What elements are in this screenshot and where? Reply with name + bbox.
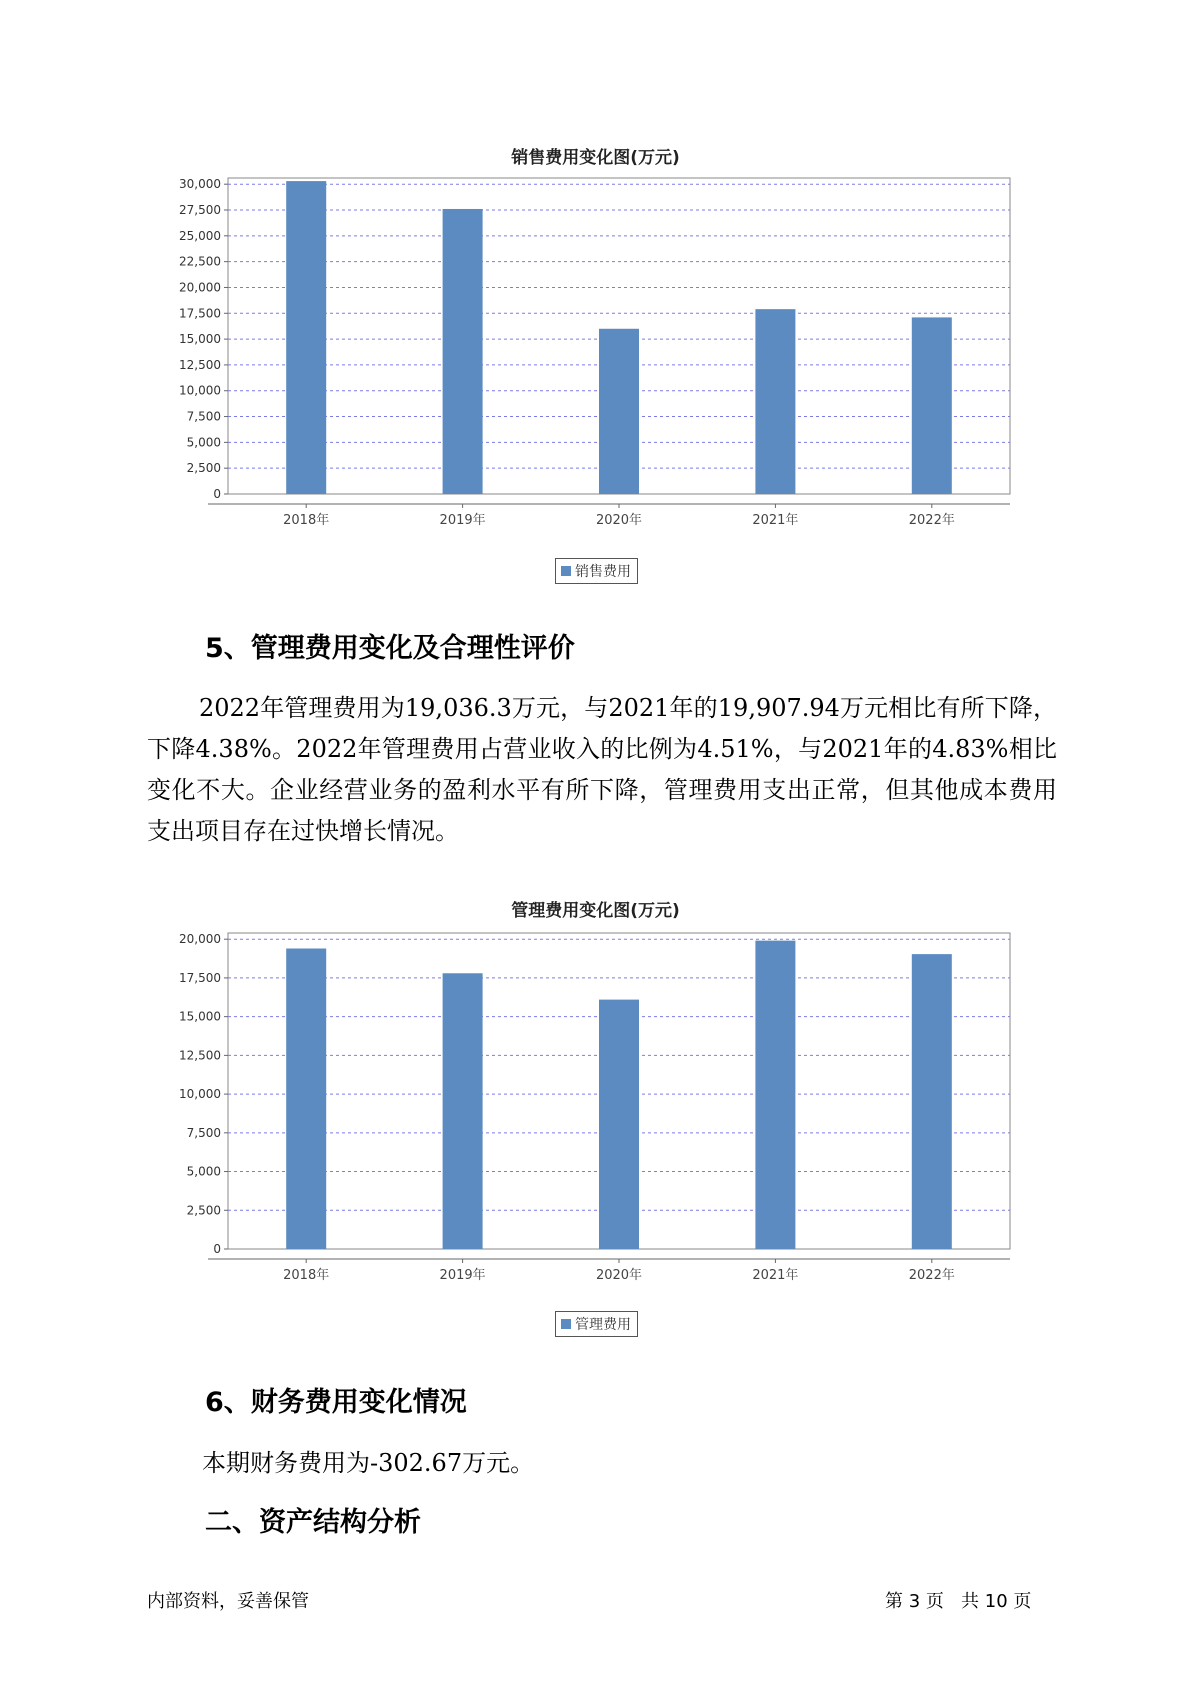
x-tick-label: 2019年 (439, 1268, 486, 1283)
y-tick-label: 7,500 (186, 409, 221, 424)
footer-confidential: 内部资料，妥善保管 (147, 1591, 309, 1612)
x-tick-label: 2018年 (283, 1268, 330, 1283)
y-tick-label: 15,000 (179, 1009, 221, 1024)
bar-2019年 (443, 209, 483, 494)
x-tick-label: 2020年 (595, 1268, 643, 1283)
y-tick-label: 0 (213, 487, 221, 501)
y-tick-label: 10,000 (179, 383, 221, 398)
y-tick-label: 5,000 (186, 1164, 221, 1179)
bar-2021年 (755, 309, 795, 494)
legend-label: 管理费用 (575, 1317, 631, 1333)
bar-2018年 (286, 948, 326, 1249)
y-tick-label: 20,000 (179, 932, 221, 947)
x-tick-label: 2021年 (752, 513, 799, 528)
x-tick-label: 2022年 (908, 1268, 955, 1283)
bar-2020年 (599, 1000, 639, 1249)
y-tick-label: 10,000 (179, 1087, 221, 1102)
bar-2021年 (755, 941, 795, 1249)
section-5-paragraph: 2022年管理费用为19,036.3万元，与2021年的19,907.94万元相比有所下降，下降4.38%。2022年管理费用占营业收入的比例为4.51%，与2021年的4.83%相比变化不大。企业经营业务的盈利水平有所下降，管理费用支出正常，但其他成本费用支出项目存在过快增长情况。 (147, 694, 1057, 845)
admin-chart-legend (555, 1311, 638, 1337)
x-tick-label: 2020年 (595, 513, 643, 528)
admin-chart-title: 管理费用变化图(万元) (511, 901, 680, 921)
legend-label: 销售费用 (575, 564, 631, 580)
y-tick-label: 17,500 (179, 306, 221, 321)
y-tick-label: 5,000 (186, 435, 221, 450)
admin-expense-chart (150, 925, 1050, 1295)
y-tick-label: 0 (213, 1242, 221, 1256)
x-tick-label: 2019年 (439, 513, 486, 528)
bar-2018年 (286, 181, 326, 494)
footer-page-number: 第 3 页 共 10 页 (885, 1591, 1032, 1612)
y-tick-label: 17,500 (179, 970, 221, 985)
bar-2020年 (599, 329, 639, 494)
sales-expense-chart (150, 170, 1050, 540)
section-6-heading: 6、财务费用变化情况 (205, 1387, 467, 1418)
x-tick-label: 2018年 (283, 513, 330, 528)
y-tick-label: 2,500 (186, 1203, 221, 1218)
sales-chart-legend (555, 558, 638, 584)
y-tick-label: 20,000 (179, 280, 221, 295)
y-tick-label: 15,000 (179, 332, 221, 347)
bar-2019年 (443, 973, 483, 1249)
y-tick-label: 30,000 (179, 177, 221, 192)
sales-chart-title: 销售费用变化图(万元) (511, 148, 680, 168)
section-5-heading: 5、管理费用变化及合理性评价 (205, 633, 575, 664)
y-tick-label: 27,500 (179, 203, 221, 218)
x-tick-label: 2021年 (752, 1268, 799, 1283)
x-tick-label: 2022年 (908, 513, 955, 528)
legend-swatch-icon (561, 1319, 571, 1329)
y-tick-label: 12,500 (179, 357, 221, 372)
legend-swatch-icon (561, 566, 571, 576)
y-tick-label: 25,000 (179, 228, 221, 243)
y-tick-label: 12,500 (179, 1048, 221, 1063)
section-6-text: 本期财务费用为-302.67万元。 (202, 1449, 535, 1477)
section-two-heading: 二、资产结构分析 (205, 1507, 421, 1538)
bar-2022年 (912, 317, 952, 494)
y-tick-label: 7,500 (186, 1125, 221, 1140)
y-tick-label: 22,500 (179, 254, 221, 269)
y-tick-label: 2,500 (186, 461, 221, 476)
bar-2022年 (912, 954, 952, 1249)
